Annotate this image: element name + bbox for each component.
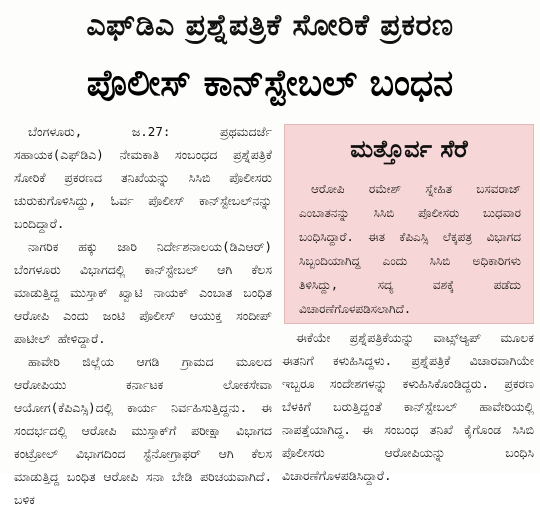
article-paragraph-1: ಬೆಂಗಳೂರು, ಜ.27: ಪ್ರಥಮದರ್ಜೆ ಸಹಾಯಕ(ಎಫ್‌ಡಿಎ) ನೇಮಕಾತಿ ಸಂಬಂಧದ ಪ್ರಶ್ನೆಪತ್ರಿಕೆ ಸೋರಿಕೆ ಪ್ರಕರಣದ ತನಿಖೆಯನ್ನು ಸಿಸಿಬಿ ಪೊಲೀಸರು ಚುರುಕುಗೊಳಿಸಿದ್ದು, ಓರ್ವ ಪೊಲೀಸ್ ಕಾನ್‌ಸ್ಟೇಬಲ್‌ನನ್ನು ಬಂದಿದ್ದಾರೆ. (14, 124, 272, 231)
sidebar-text: ಆರೋಪಿ ರಮೇಶ್ ಸ್ನೇಹಿತ ಬಸವರಾಜ್ ಎಂಬಾತನನ್ನು ಸಿಸಿಬಿ ಪೊಲೀಸರು ಬುಧವಾರ ಬಂಧಿಸಿದ್ದಾರೆ. ಈತ ಕೆಪಿಎಸ್ಸಿ ಲೆಕ್ಕಪತ್ರ ವಿಭಾಗದ ಸಿಬ್ಬಂದಿಯಾಗಿದ್ದ ಎಂದು ಸಿಸಿಬಿ ಅಧಿಕಾರಿಗಳು ತಿಳಿಸಿದ್ದು, ಸದ್ಯ ವಶಕ್ಕೆ ಪಡೆದು ವಿಚಾರಣೆಗೊಳಪಡಿಸಲಾಗಿದೆ. (299, 182, 521, 316)
headline-main: ಪೊಲೀಸ್ ಕಾನ್‌ಸ್ಟೇಬಲ್ ಬಂಧನ (86, 63, 454, 104)
article-paragraph-2: ನಾಗರಿಕ ಹಕ್ಕು ಜಾರಿ ನಿರ್ದೇಶನಾಲಯ(ಡಿಎಆರ್) ಬೆಂಗಳೂರು ವಿಭಾಗದಲ್ಲಿ ಕಾನ್‌ಸ್ಟೇಬಲ್ ಆಗಿ ಕೆಲಸ ಮಾಡುತ್ತಿದ್ದ ಮುಸ್ತಾಕ್ ಖ್ವಾಟಿ ನಾಯಕ್ ಎಂಬಾತ ಬಂಧಿತ ಆರೋಪಿ ಎಂದು ಜಂಟಿ ಪೊಲೀಸ್ ಆಯುಕ್ತ ಸಂದೀಪ್ ಪಾಟೀಲ್ ಹೇಳಿದ್ದಾರೆ. (14, 239, 272, 346)
sidebar-title: ಮತ್ತೊರ್ವ ಸೆರೆ (350, 135, 468, 163)
headline-kicker: ಎಫ್‌ಡಿಎ ಪ್ರಶ್ನೆಪತ್ರಿಕೆ ಸೋರಿಕೆ ಪ್ರಕರಣ (86, 8, 454, 43)
sidebar-box (284, 124, 534, 324)
article-paragraph-3: ಹಾವೇರಿ ಜಿಲ್ಲೆಯ ಆಗಡಿ ಗ್ರಾಮದ ಮೂಲದ ಆರೋಪಿಯು ಕರ್ನಾಟಕ ಲೋಕಸೇವಾ ಆಯೋಗ(ಕೆಪಿಎಸ್ಸಿ)ದಲ್ಲಿ ಕಾರ್ಯ ನಿರ್ವಹಿಸುತ್ತಿದ್ದನು. ಈ ಸಂದರ್ಭದಲ್ಲಿ ಆರೋಪಿ ಮುಸ್ತಾಕ್‌ಗೆ ಪರೀಕ್ಷಾ ವಿಭಾಗದ ಕಂಟ್ರೋಲ್ ವಿಭಾಗದಿಂದ ಸ್ಟೆನೋಗ್ರಾಫರ್ ಆಗಿ ಕೆಲಸ ಮಾಡುತ್ತಿದ್ದ ಬಂಧಿತ ಆರೋಪಿ ಸನಾ ಬೇಡಿ ಪರಿಚಯವಾಗಿದೆ. ಬಳಿಕ (14, 354, 272, 507)
article-left-column (14, 120, 272, 507)
article-paragraph-4: ಈಕೆಯೇ ಪ್ರಶ್ನೆಪತ್ರಿಕೆಯನ್ನು ವಾಟ್ಸ್‌ಆ್ಯಪ್ ಮೂಲಕ ಈತನಿಗೆ ಕಳುಹಿಸಿದ್ದಳು. ಪ್ರಶ್ನೆಪತ್ರಿಕೆ ವಿಚಾರವಾಗಿಯೇ ಇಬ್ಬರೂ ಸಂದೇಶಗಳನ್ನು ಕಳುಹಿಸಿಕೊಂಡಿದ್ದರು. ಪ್ರಕರಣ ಬೆಳಕಿಗೆ ಬರುತ್ತಿದ್ದಂತೆ ಕಾನ್‌ಸ್ಟೇಬಲ್ ಹಾವೇರಿಯಲ್ಲಿ ನಾಪತ್ತೆಯಾಗಿದ್ದ. ಈ ಸಂಬಂಧ ತನಿಖೆ ಕೈಗೊಂಡ ಸಿಸಿಬಿ ಪೊಲೀಸರು ಆರೋಪಿಯನ್ನು ಬಂಧಿಸಿ ವಿಚಾರಣೆಗೊಳಪಡಿಸಿದ್ದಾರೆ. (282, 330, 534, 483)
